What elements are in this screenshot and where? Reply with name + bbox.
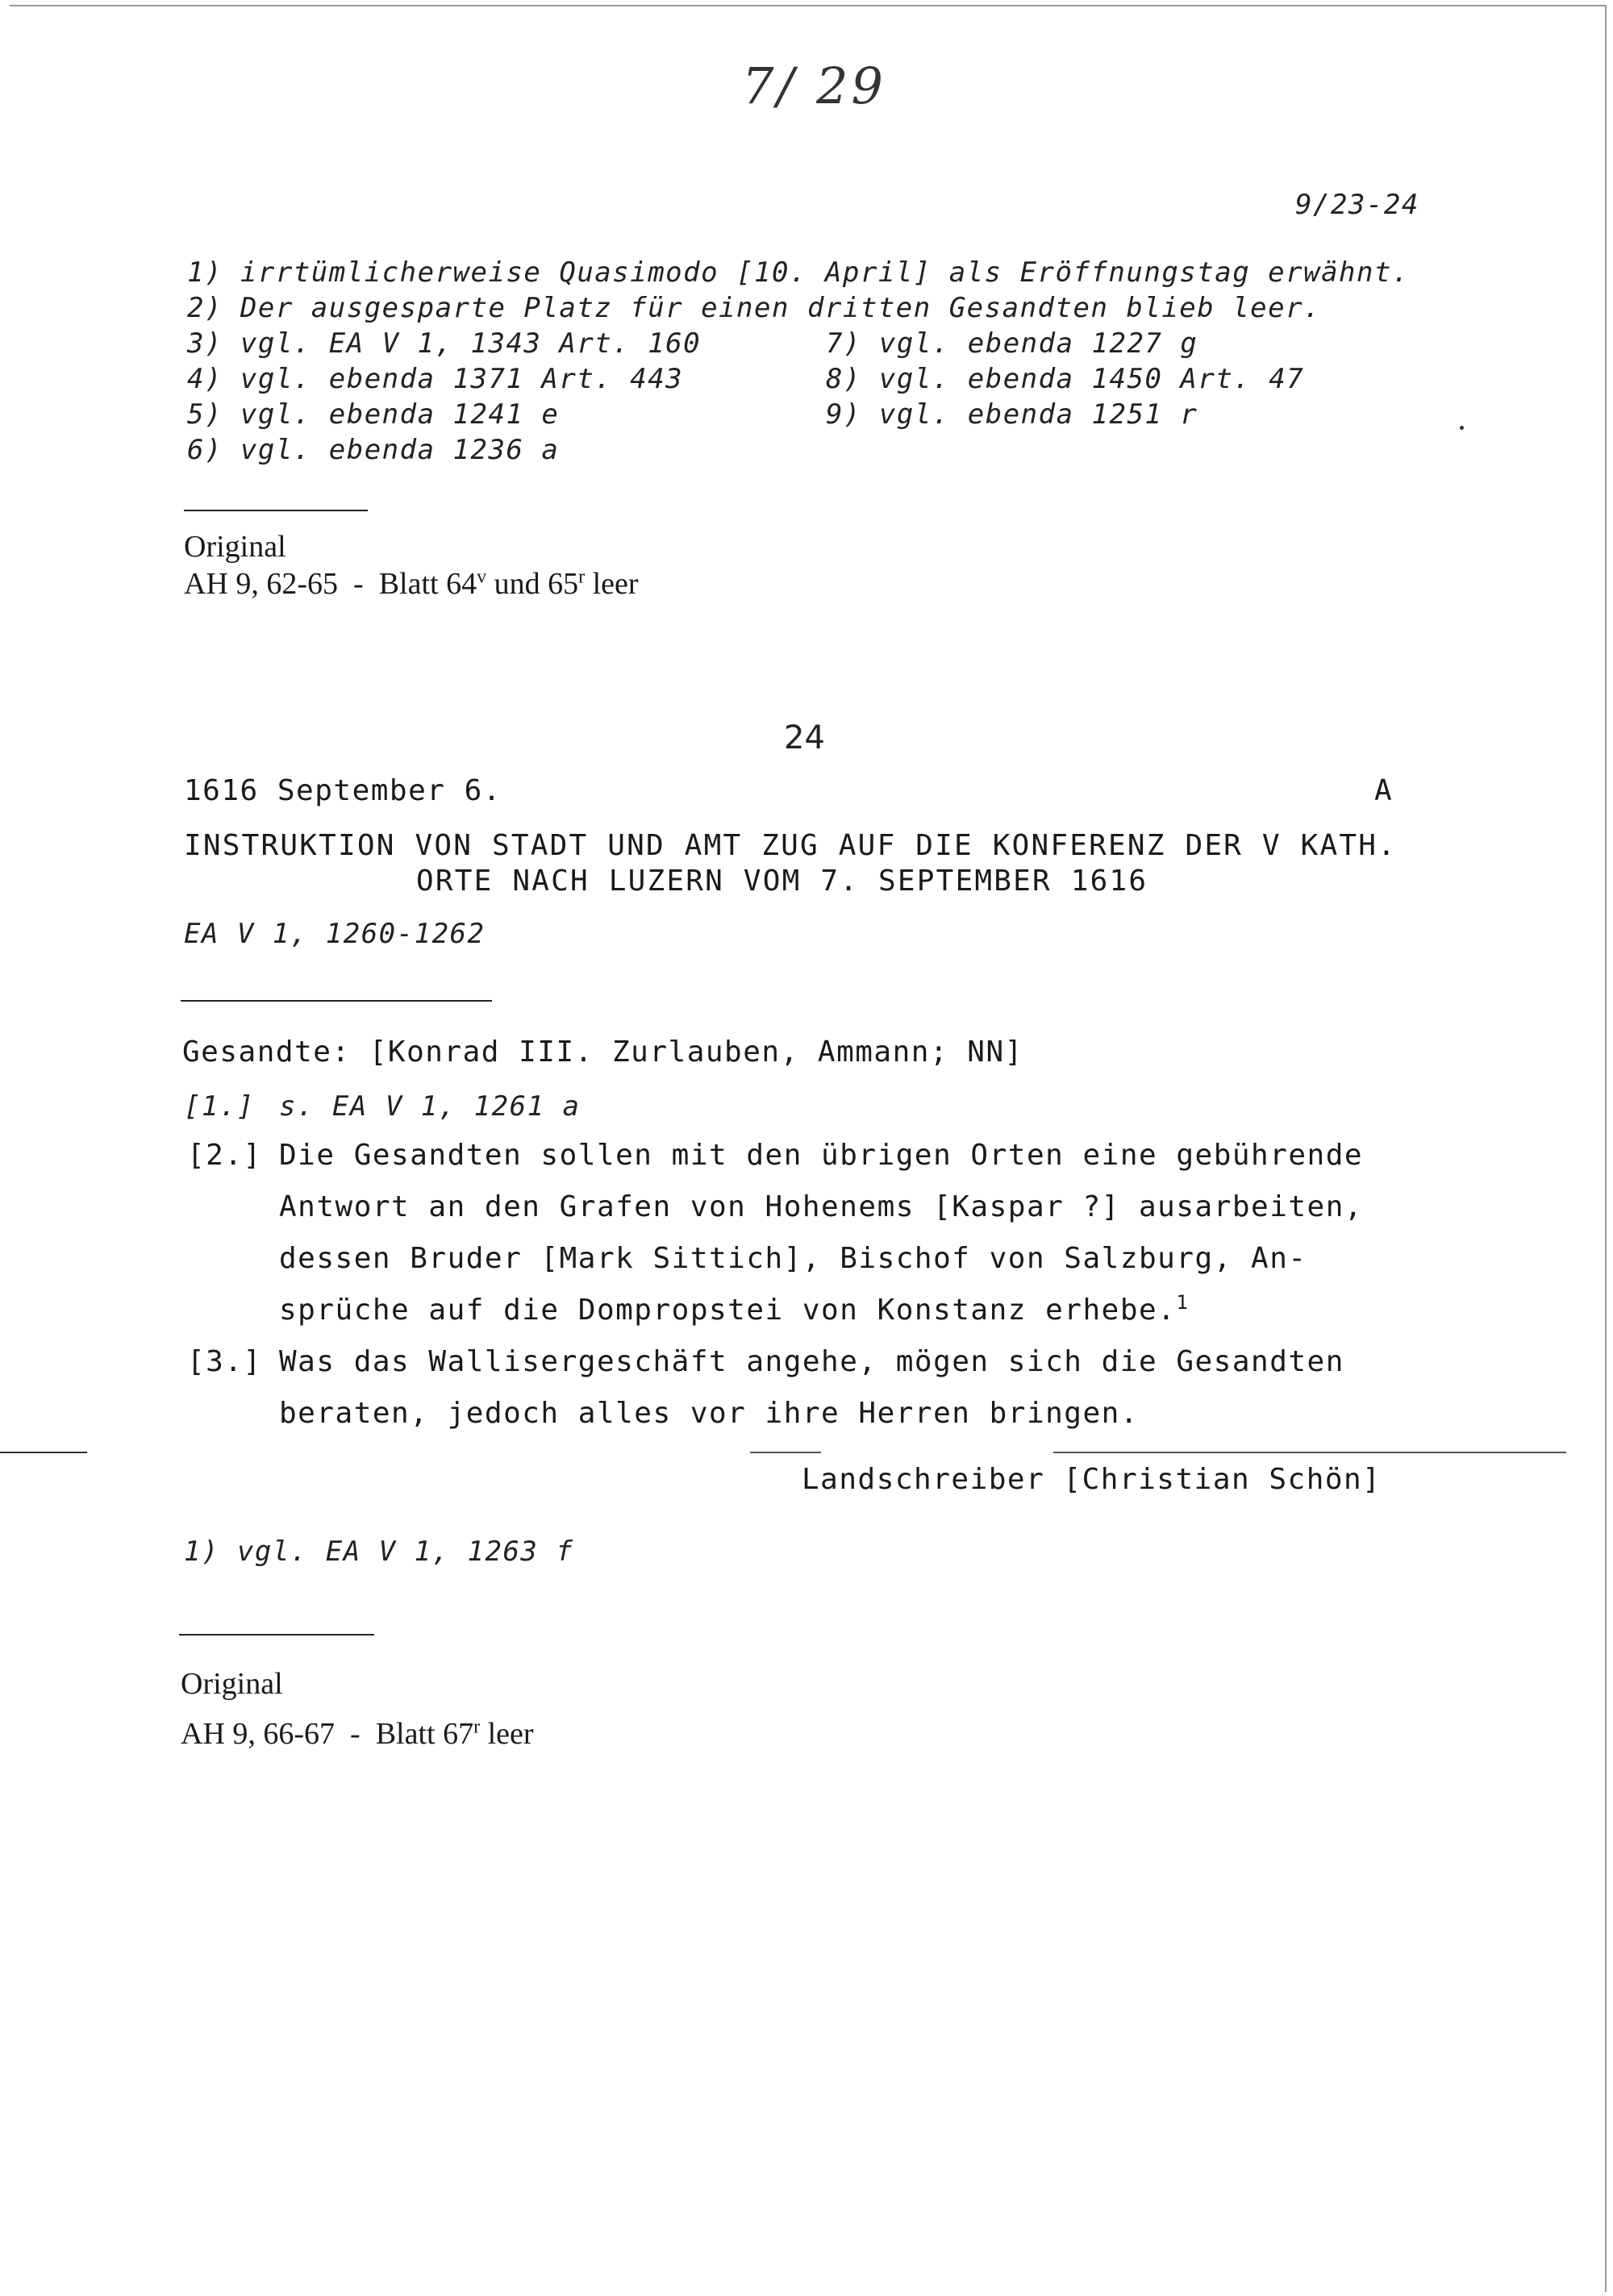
original-ref-1-mid: und 65 xyxy=(486,567,579,601)
item-2-line-3: dessen Bruder [Mark Sittich], Bischof von Salzburg, An- xyxy=(279,1242,1307,1275)
original-ref-1-text: AH 9, 62-65 - Blatt 64 xyxy=(184,567,477,601)
footnote-4: 4) vgl. ebenda 1371 Art. 443 xyxy=(187,363,684,395)
footnote-bottom: 1) vgl. EA V 1, 1263 f xyxy=(184,1536,574,1568)
footnote-9: 9) vgl. ebenda 1251 r xyxy=(826,398,1198,431)
footnote-2: 2) Der ausgesparte Platz für einen dritten Gesandten blieb leer. xyxy=(187,292,1322,324)
item-1-text: s. EA V 1, 1261 a xyxy=(279,1090,581,1123)
document-title-line-2: ORTE NACH LUZERN VOM 7. SEPTEMBER 1616 xyxy=(416,865,1148,898)
envoys-line: Gesandte: [Konrad III. Zurlauben, Ammann; NN] xyxy=(182,1035,1023,1069)
original-label-1: Original xyxy=(184,530,286,564)
footnote-6: 6) vgl. ebenda 1236 a xyxy=(187,434,560,466)
item-2-line-2: Antwort an den Grafen von Hohenems [Kaspar ?] ausarbeiten, xyxy=(279,1190,1364,1223)
folio-recto-mark-2: r xyxy=(473,1716,481,1738)
item-3-line-2: beraten, jedoch alles vor ihre Herren bringen. xyxy=(279,1397,1139,1430)
document-date: 1616 September 6. xyxy=(184,774,502,807)
item-2-number: [2.] xyxy=(187,1139,262,1172)
original-label-2: Original xyxy=(181,1667,283,1701)
page-reference: 9/23-24 xyxy=(1295,189,1419,221)
separator-rule-1 xyxy=(184,510,368,511)
handwritten-number: 7/ 29 xyxy=(742,56,886,115)
item-2-line-1: Die Gesandten sollen mit den übrigen Orten eine gebührende xyxy=(279,1139,1364,1172)
separator-rule-2 xyxy=(181,1000,492,1002)
original-ref-2-tail: leer xyxy=(480,1717,534,1751)
footnote-8: 8) vgl. ebenda 1450 Art. 47 xyxy=(826,363,1305,395)
scan-line-left xyxy=(0,1452,87,1453)
item-1-number: [1.] xyxy=(184,1090,255,1123)
item-2-line-4 xyxy=(279,1291,1190,1327)
folio-verso-mark: v xyxy=(477,566,487,588)
signature: Landschreiber [Christian Schön] xyxy=(802,1463,1382,1496)
scan-line-mid xyxy=(750,1452,821,1453)
original-ref-1-tail: leer xyxy=(585,567,639,601)
footnote-5: 5) vgl. ebenda 1241 e xyxy=(187,398,560,431)
footnote-3: 3) vgl. EA V 1, 1343 Art. 160 xyxy=(187,327,702,360)
document-class: A xyxy=(1374,774,1394,807)
section-number: 24 xyxy=(784,719,825,756)
stray-mark xyxy=(1460,426,1464,430)
separator-rule-3 xyxy=(179,1634,374,1636)
scan-line-right xyxy=(1053,1452,1566,1453)
folio-recto-mark: r xyxy=(578,566,586,588)
footnote-1: 1) irrtümlicherweise Quasimodo [10. April] als Eröffnungstag erwähnt. xyxy=(187,256,1410,289)
original-ref-2 xyxy=(181,1716,534,1752)
footnote-7: 7) vgl. ebenda 1227 g xyxy=(826,327,1198,360)
original-ref-1 xyxy=(184,566,639,602)
item-2-line-4-text: sprüche auf die Dompropstei von Konstanz erhebe. xyxy=(279,1294,1177,1327)
original-ref-2-text: AH 9, 66-67 - Blatt 67 xyxy=(181,1717,474,1751)
item-3-line-1: Was das Wallisergeschäft angehe, mögen sich die Gesandten xyxy=(279,1345,1344,1378)
item-3-number: [3.] xyxy=(187,1345,262,1378)
document-source: EA V 1, 1260-1262 xyxy=(184,918,486,950)
footnote-mark-1: 1 xyxy=(1176,1291,1190,1314)
document-title-line-1: INSTRUKTION VON STADT UND AMT ZUG AUF DIE KONFERENZ DER V KATH. xyxy=(184,829,1398,862)
